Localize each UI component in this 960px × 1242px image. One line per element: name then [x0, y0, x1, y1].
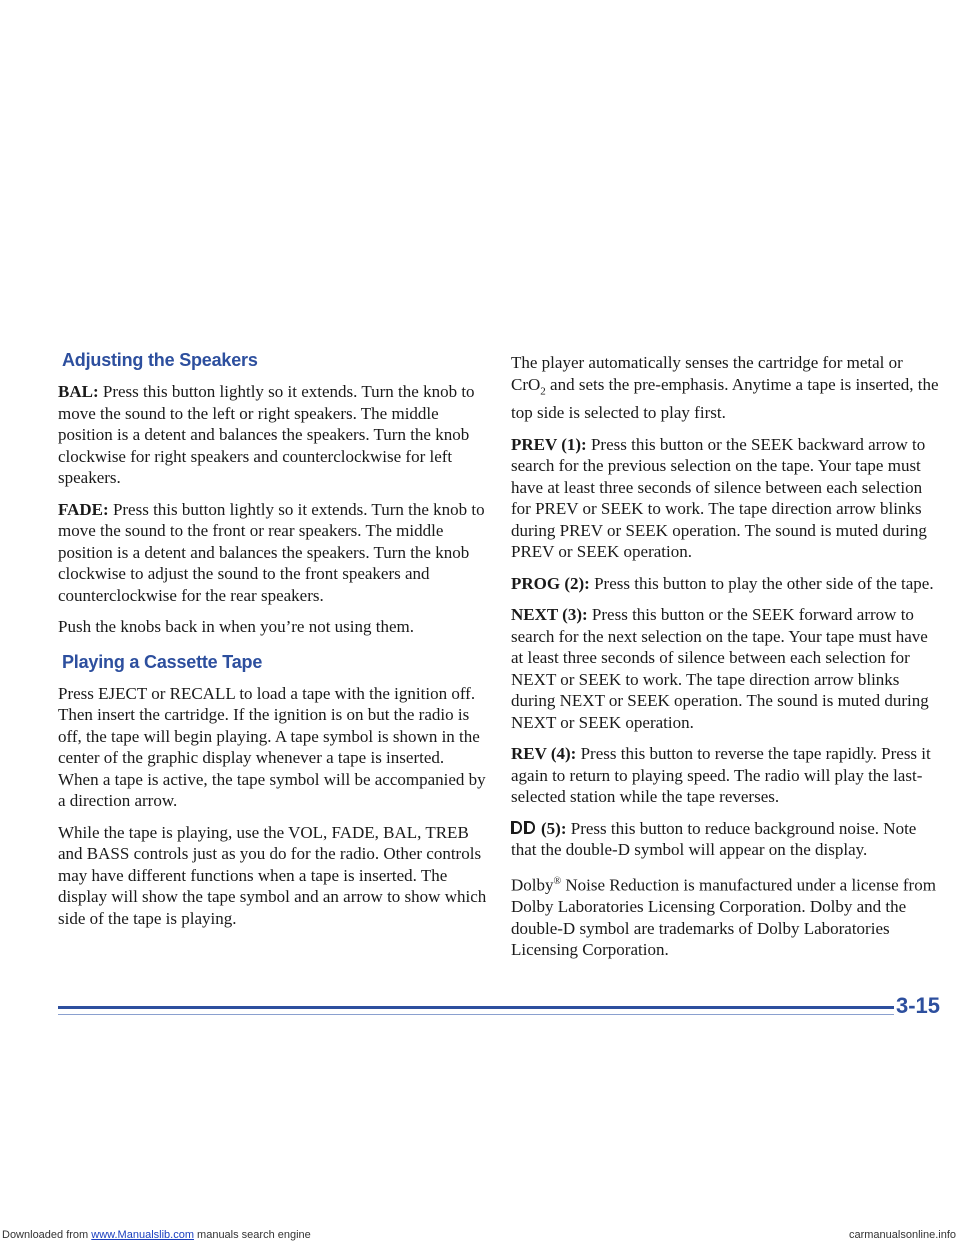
next-paragraph: [511, 604, 941, 733]
dolby-text: Press this button to reduce background noise. Note that the double-D symbol will appear on the display.: [511, 818, 917, 860]
footer-rule-thin: [58, 1014, 894, 1015]
footer-suffix: manuals search engine: [193, 1229, 311, 1241]
push-knobs-paragraph: Push the knobs back in when you’re not using them.: [58, 617, 415, 636]
heading-cassette-tape: Playing a Cassette Tape: [62, 651, 263, 672]
heading-adjusting-speakers: Adjusting the Speakers: [62, 350, 258, 370]
intro-text-a: The player automatically senses the cartridge for metal or CrO: [511, 353, 903, 394]
prog-paragraph: [511, 573, 941, 595]
fade-text: Press this button lightly so it extends. Turn the knob to move the sound to the front or rear speakers. The middle position is a detent and balances the speakers. Turn the knob clockwise to adjust the sound to the front speakers and counterclockwise for the rear speakers.: [58, 499, 485, 605]
intro-subscript: 2: [540, 384, 546, 397]
bal-label: BAL:: [58, 382, 99, 401]
footer-left: [2, 1229, 311, 1241]
dolby-trademark-paragraph: [511, 871, 941, 961]
prev-paragraph: [511, 434, 941, 563]
page-number: 3-15: [896, 993, 941, 1018]
next-label: NEXT (3):: [511, 605, 588, 625]
manualslib-link[interactable]: www.Manualslib.com: [91, 1229, 194, 1241]
dolby-button-paragraph: [511, 818, 941, 861]
intro-text-b: and sets the pre-emphasis. Anytime a tape is inserted, the top side is selected to play first.: [511, 374, 939, 423]
next-text: Press this button or the SEEK forward arrow to search for the next selection on the tape. Your tape must have at least three seconds of silence between each selection for NEXT or SEEK to work. The tape direction arrow blinks during NEXT or SEEK operation. The sound is muted during NEXT or SEEK operation.: [511, 605, 929, 732]
download-footer: [0, 1229, 960, 1242]
footer-watermark: carmanualsonline.info: [848, 1229, 956, 1241]
player-intro-paragraph: [511, 352, 941, 424]
registered-mark: ®: [553, 875, 562, 887]
dolby-note-a: Dolby: [511, 875, 554, 895]
rev-paragraph: [511, 743, 941, 808]
footer-rule: [58, 1006, 894, 1009]
cassette-paragraph-2: While the tape is playing, use the VOL, FADE, BAL, TREB and BASS controls just as you do for the radio. Other controls may have different functions when a tape is inserted. The display will show the tape symbol and an arrow to show which side of the tape is playing.: [58, 822, 487, 928]
cassette-paragraph-1: Press EJECT or RECALL to load a tape with the ignition off. Then insert the cartridge. If the ignition is on but the radio is off, the tape will begin playing. A tape symbol is shown in the center of the graphic display whenever a tape is inserted. When a tape is active, the tape symbol will be accompanied by a direction arrow.: [58, 683, 486, 810]
dolby-note-b: Noise Reduction is manufactured under a license from Dolby Laboratories Licensing Corporation. Dolby and the double-D symbol are trademarks of Dolby Laboratories Licensing Corporation.: [511, 875, 936, 960]
fade-label: FADE:: [58, 499, 109, 519]
prev-label: PREV (1):: [511, 434, 587, 454]
bal-paragraph: [58, 381, 488, 489]
double-d-icon: [511, 821, 537, 836]
bal-text: Press this button lightly so it extends. Turn the knob to move the sound to the left or right speakers. The middle position is a detent and balances the speakers. Turn the knob clockwise for right speakers and counterclockwise for left speakers.: [58, 382, 475, 487]
rev-label: REV (4):: [511, 744, 577, 764]
dolby-label: (5):: [541, 818, 567, 838]
rev-text: Press this button to reverse the tape rapidly. Press it again to return to playing speed. The radio will play the last-selected station while the tape reverses.: [511, 744, 931, 807]
prog-text: Press this button to play the other side of the tape.: [589, 573, 934, 593]
footer-prefix: Downloaded from: [2, 1229, 92, 1241]
prev-text: Press this button or the SEEK backward arrow to search for the previous selection on the tape. Your tape must have at least three seconds of silence between each selection for PREV or SEEK to work. The tape direction arrow blinks during PREV or SEEK operation. The sound is muted during PREV or SEEK operation.: [511, 434, 927, 562]
fade-paragraph: [58, 499, 488, 607]
left-column: [58, 350, 488, 939]
right-column: [511, 352, 941, 971]
prog-label: PROG (2):: [511, 573, 590, 593]
